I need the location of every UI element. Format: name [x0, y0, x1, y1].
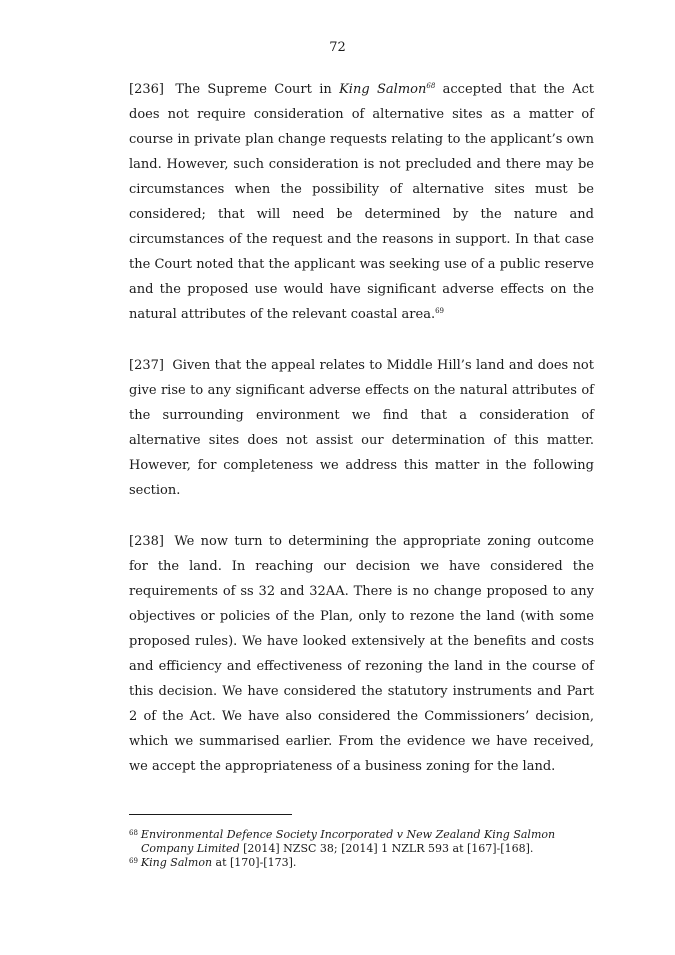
footnote-case-name: King Salmon	[140, 856, 213, 869]
footnote-reference-68[interactable]: 68	[426, 82, 436, 90]
case-name: King Salmon	[339, 82, 427, 97]
page-number: 72	[329, 40, 346, 55]
footnote-citation: at [170]-[173].	[212, 856, 297, 869]
footnote-divider	[129, 814, 292, 815]
paragraph-number: [237]	[129, 358, 164, 373]
footnote-68	[129, 828, 599, 856]
paragraph-237	[129, 353, 594, 503]
footnotes	[129, 828, 599, 870]
footnote-citation: [2014] NZSC 38; [2014] 1 NZLR 593 at [167]-[168].	[239, 842, 534, 855]
paragraph-238	[129, 529, 594, 779]
paragraph-text: accepted that the Act does not require consideration of alternative sites as a matter of course in private plan change requests relating to the applicant’s own land. However, such consideration is not precluded and there may be circumstances when the possibility of alternative sites must be considered; that will need be determined by the nature and circumstances of the request and the reasons in support. In that case the Court noted that the applicant was seeking use of a public reserve and the proposed use would have significant adverse effects on the natural attributes of the relevant coastal area.	[129, 82, 594, 322]
footnote-reference-69[interactable]: 69	[435, 307, 444, 315]
footnote-mark: 68	[129, 829, 138, 837]
paragraph-text: Given that the appeal relates to Middle Hill’s land and does not give rise to any significant adverse effects on the natural attributes of the surrounding environment we find that a consideration of alternative sites does not assist our determination of this matter. However, for completeness we address this matter in the following section.	[129, 358, 594, 498]
paragraph-text: We now turn to determining the appropriate zoning outcome for the land. In reaching our decision we have considered the requirements of ss 32 and 32AA. There is no change proposed to any objectives or policies of the Plan, only to rezone the land (with some proposed rules). We have looked extensively at the benefits and costs and efficiency and effectiveness of rezoning the land in the course of this decision. We have considered the statutory instruments and Part 2 of the Act. We have also considered the Commissioners’ decision, which we summarised earlier. From the evidence we have received, we accept the appropriateness of a business zoning for the land.	[129, 534, 594, 774]
judgment-body	[129, 77, 594, 805]
paragraph-number: [236]	[129, 82, 164, 97]
paragraph-number: [238]	[129, 534, 164, 549]
paragraph-236	[129, 77, 594, 327]
footnote-69	[129, 856, 599, 870]
footnote-case-name: Environmental Defence Society Incorporated v New Zealand King Salmon Company Limited	[140, 828, 556, 855]
footnote-mark: 69	[129, 857, 138, 865]
paragraph-text: The Supreme Court in	[175, 82, 340, 97]
